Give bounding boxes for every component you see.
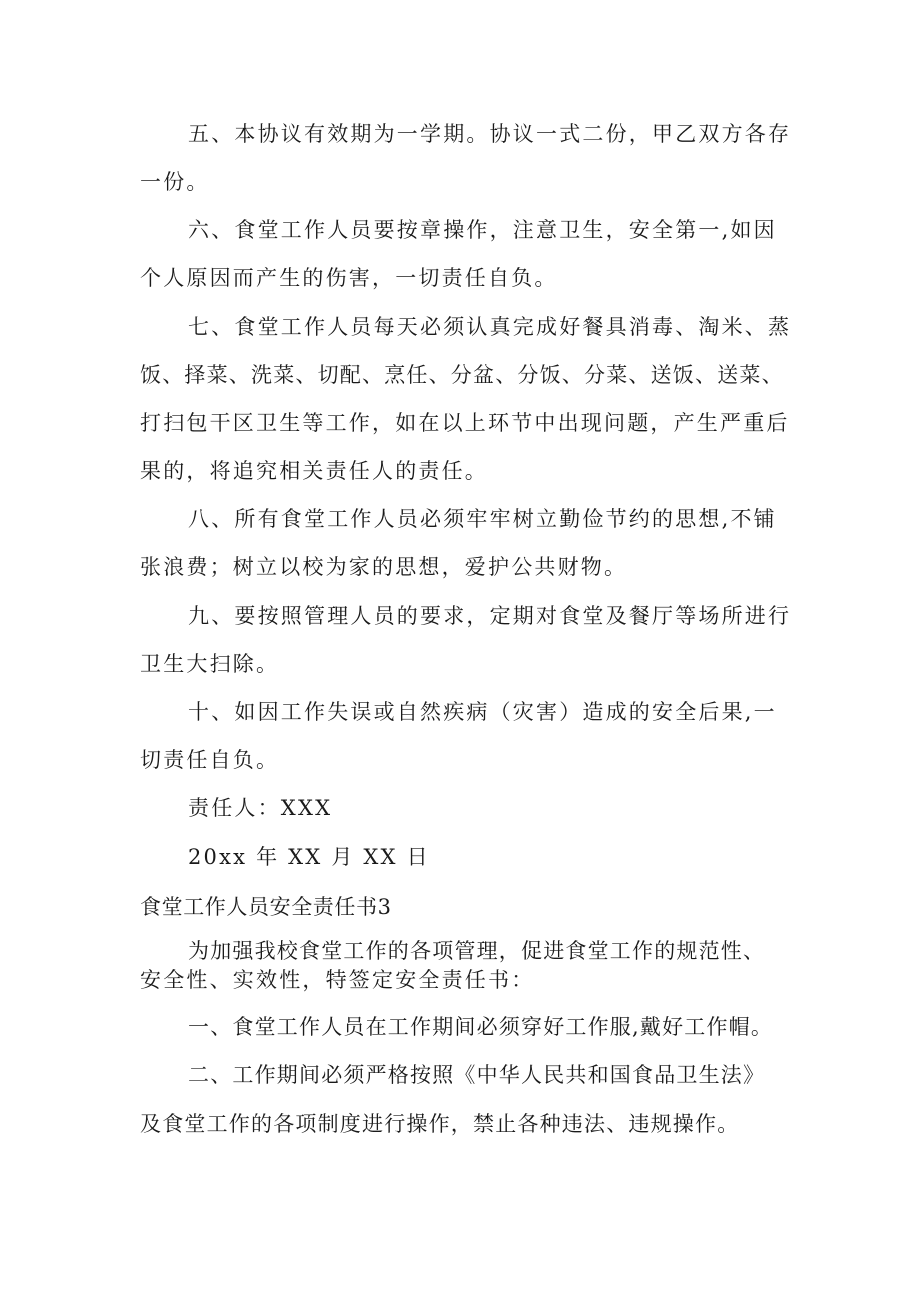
paragraph-eight-line-2: 张浪费；树立以校为家的思想，爱护公共财物。 [140, 555, 628, 579]
paragraph-ten-line-1: 十、如因工作失误或自然疾病（灾害）造成的安全后果,一 [188, 700, 777, 724]
responsible-person: 责任人：XXX [188, 796, 333, 820]
paragraph-nine-line-2: 卫生大扫除。 [140, 652, 280, 676]
intro-line-2: 安全性、实效性，特签定安全责任书： [140, 968, 535, 992]
paragraph-six-line-2: 个人原因而产生的伤害，一切责任自负。 [140, 266, 558, 290]
paragraph-seven-line-2: 饭、择菜、洗菜、切配、烹任、分盆、分饭、分菜、送饭、送菜、 [140, 363, 784, 387]
section-title: 食堂工作人员安全责任书3 [140, 895, 392, 919]
item-two-line-2: 及食堂工作的各项制度进行操作，禁止各种违法、违规操作。 [140, 1112, 740, 1136]
paragraph-six-line-1: 六、食堂工作人员要按章操作，注意卫生，安全第一,如因 [188, 218, 777, 242]
paragraph-ten-line-2: 切责任自负。 [140, 748, 280, 772]
item-two-line-1: 二、工作期间必须严格按照《中华人民共和国食品卫生法》 [188, 1063, 766, 1087]
paragraph-seven-line-3: 打扫包干区卫生等工作，如在以上环节中出现问题，产生严重后 [140, 411, 790, 435]
paragraph-eight-line-1: 八、所有食堂工作人员必须牢牢树立勤俭节约的思想,不铺 [188, 507, 777, 531]
signature-date: 20xx 年 XX 月 XX 日 [188, 845, 430, 869]
paragraph-nine-line-1: 九、要按照管理人员的要求，定期对食堂及餐厅等场所进行 [188, 604, 792, 628]
paragraph-seven-line-1: 七、食堂工作人员每天必须认真完成好餐具消毒、淘米、蒸 [188, 315, 792, 339]
item-one-line-1: 一、食堂工作人员在工作期间必须穿好工作服,戴好工作帽。 [188, 1015, 774, 1039]
paragraph-seven-line-4: 果的，将追究相关责任人的责任。 [140, 459, 488, 483]
paragraph-five-line-1: 五、本协议有效期为一学期。协议一式二份，甲乙双方各存 [188, 122, 792, 146]
intro-line-1: 为加强我校食堂工作的各项管理，促进食堂工作的规范性、 [188, 939, 766, 963]
paragraph-five-line-2: 一份。 [140, 170, 210, 194]
